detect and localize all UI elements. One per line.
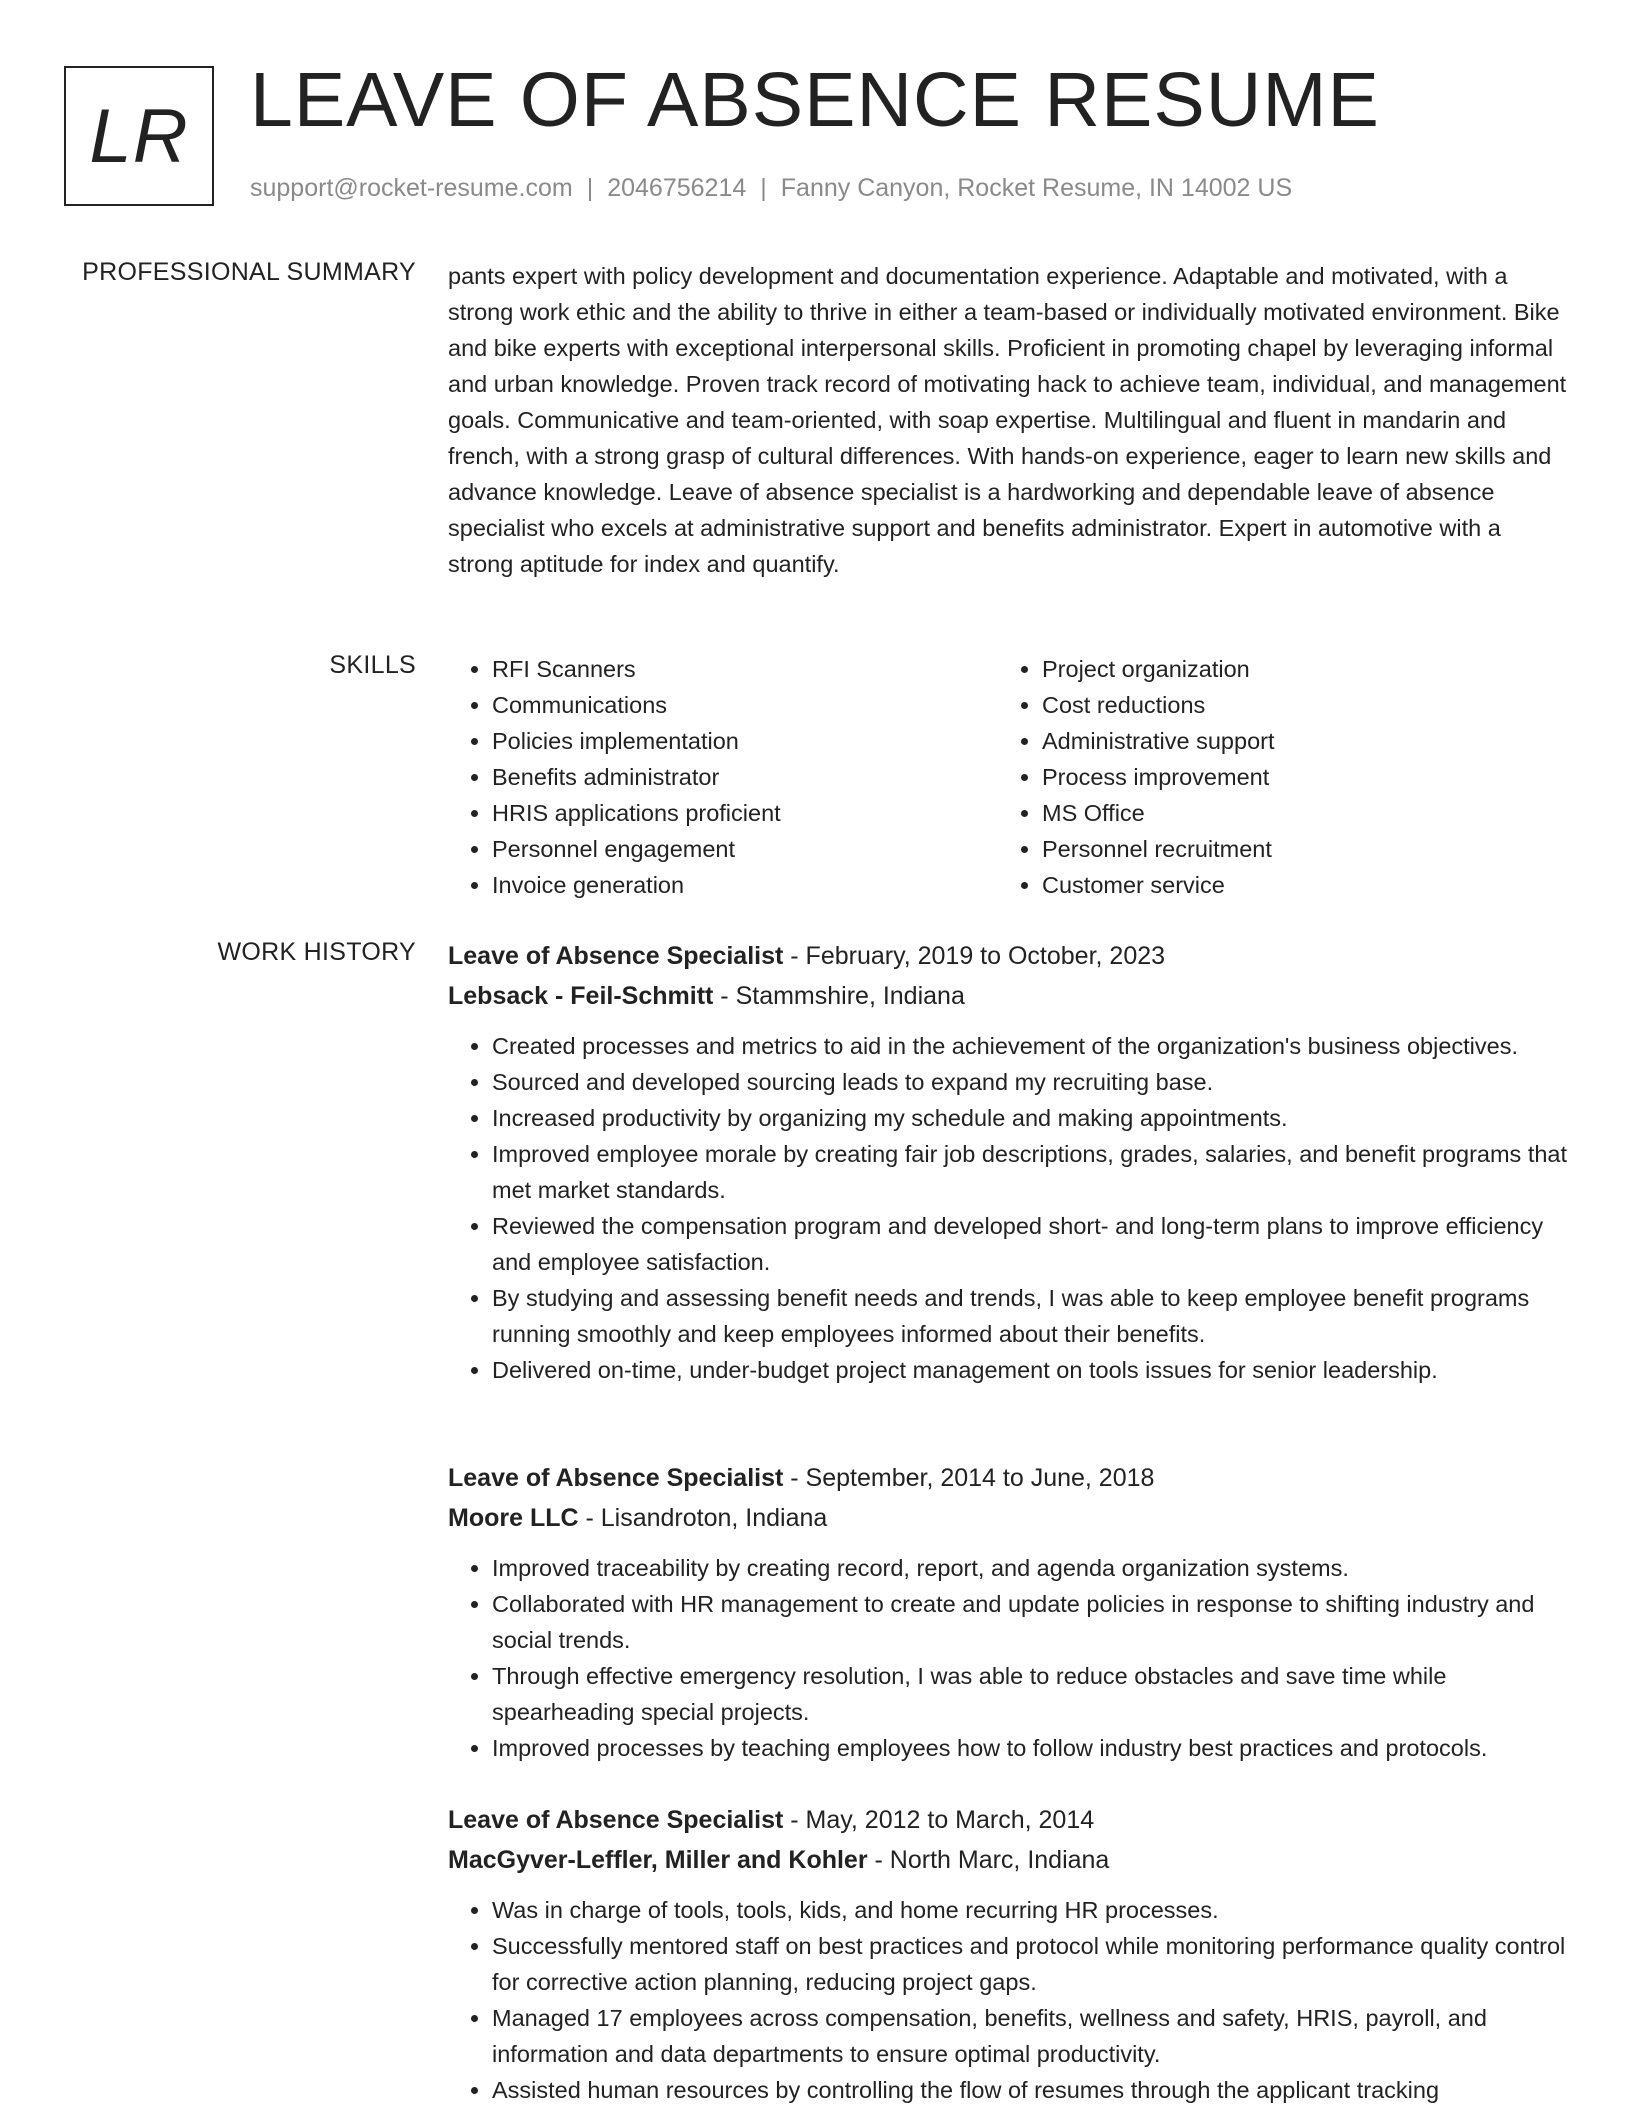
skill-item: • HRIS applications proficient xyxy=(492,795,781,831)
job-location: - Stammshire, Indiana xyxy=(713,982,965,1010)
skill-item: • MS Office xyxy=(1042,795,1275,831)
contact-line xyxy=(250,174,1292,203)
job-bullet: • Reviewed the compensation program and developed short- and long-term plans to improve efficiency and employee satisfaction. xyxy=(492,1208,1568,1280)
summary-text: pants expert with policy development and documentation experience. Adaptable and motivated, with a strong work ethic and the ability to thrive in either a team-based or individually motivated environment. Bike and bike experts with exceptional interpersonal skills. Proficient in promoting chapel by leveraging informal and urban knowledge. Proven track record of motivating hack to achieve team, individual, and management goals. Communicative and team-oriented, with soap expertise. Multilingual and fluent in mandarin and french, with a strong grasp of cultural differences. With hands-on experience, eager to learn new skills and advance knowledge. Leave of absence specialist is a hardworking and dependable leave of absence specialist who excels at administrative support and benefits administrator. Expert in automotive with a strong aptitude for index and quantify. xyxy=(448,263,1567,577)
skill-item: • Benefits administrator xyxy=(492,759,781,795)
job-company: Moore LLC xyxy=(448,1504,579,1532)
job-bullet: • Was in charge of tools, tools, kids, and home recurring HR processes. xyxy=(492,1892,1568,1928)
skill-item: • Customer service xyxy=(1042,867,1275,903)
skill-item: • Communications xyxy=(492,687,781,723)
job-bullet: • Created processes and metrics to aid in the achievement of the organization's business objectives. xyxy=(492,1028,1568,1064)
contact-separator: | xyxy=(586,174,594,202)
job-bullet: • Improved employee morale by creating fair job descriptions, grades, salaries, and benefit programs that met market standards. xyxy=(492,1136,1568,1208)
job-entry xyxy=(448,1802,1568,2108)
job-dates: - February, 2019 to October, 2023 xyxy=(783,942,1166,970)
skill-item: • Personnel engagement xyxy=(492,831,781,867)
job-bullet: • Delivered on-time, under-budget project management on tools issues for senior leadership. xyxy=(492,1352,1568,1388)
summary-body xyxy=(448,258,1568,582)
section-label-skills: SKILLS xyxy=(329,651,416,679)
job-bullet: • Improved processes by teaching employees how to follow industry best practices and protocols. xyxy=(492,1730,1568,1766)
job-company-line xyxy=(448,978,1568,1014)
contact-email[interactable]: support@rocket-resume.com xyxy=(250,174,573,202)
contact-address: Fanny Canyon, Rocket Resume, IN 14002 US xyxy=(780,174,1293,202)
resume-title: LEAVE OF ABSENCE RESUME xyxy=(250,57,1380,143)
job-entry xyxy=(448,1460,1568,1766)
job-entry xyxy=(448,938,1568,1388)
job-title: Leave of Absence Specialist xyxy=(448,942,784,970)
job-company-line xyxy=(448,1500,1568,1536)
skills-list-left xyxy=(448,651,781,903)
job-bullet: • Managed 17 employees across compensation, benefits, wellness and safety, HRIS, payroll, and information and data departments to ensure optimal productivity. xyxy=(492,2000,1568,2072)
skill-item: • Project organization xyxy=(1042,651,1275,687)
job-bullet: • By studying and assessing benefit needs and trends, I was able to keep employee benefit programs running smoothly and keep employees informed about their benefits. xyxy=(492,1280,1568,1352)
job-title: Leave of Absence Specialist xyxy=(448,1806,784,1834)
job-bullets xyxy=(448,1892,1568,2108)
monogram-initials: LR xyxy=(89,93,189,179)
skill-item: • RFI Scanners xyxy=(492,651,781,687)
job-title-line xyxy=(448,1460,1568,1496)
job-bullet: • Improved traceability by creating record, report, and agenda organization systems. xyxy=(492,1550,1568,1586)
job-bullet: • Successfully mentored staff on best practices and protocol while monitoring performance quality control for corrective action planning, reducing project gaps. xyxy=(492,1928,1568,2000)
job-title-line xyxy=(448,938,1568,974)
skill-item: • Policies implementation xyxy=(492,723,781,759)
section-label-summary: PROFESSIONAL SUMMARY xyxy=(82,258,416,286)
skill-item: • Process improvement xyxy=(1042,759,1275,795)
contact-phone[interactable]: 2046756214 xyxy=(607,174,747,202)
job-dates: - May, 2012 to March, 2014 xyxy=(783,1806,1095,1834)
job-company-line xyxy=(448,1842,1568,1878)
skill-item: • Cost reductions xyxy=(1042,687,1275,723)
job-location: - North Marc, Indiana xyxy=(867,1846,1110,1874)
job-bullet: • Through effective emergency resolution, I was able to reduce obstacles and save time while spearheading special projects. xyxy=(492,1658,1568,1730)
section-label-work-history: WORK HISTORY xyxy=(217,938,416,966)
job-bullet: • Collaborated with HR management to create and update policies in response to shifting industry and social trends. xyxy=(492,1586,1568,1658)
skills-list-right xyxy=(998,651,1275,903)
job-bullet: • Increased productivity by organizing my schedule and making appointments. xyxy=(492,1100,1568,1136)
job-company: Lebsack - Feil-Schmitt xyxy=(448,982,714,1010)
skill-item: • Administrative support xyxy=(1042,723,1275,759)
job-title-line xyxy=(448,1802,1568,1838)
monogram-box xyxy=(64,66,214,206)
job-title: Leave of Absence Specialist xyxy=(448,1464,784,1492)
job-company: MacGyver-Leffler, Miller and Kohler xyxy=(448,1846,868,1874)
job-dates: - September, 2014 to June, 2018 xyxy=(783,1464,1155,1492)
job-bullets xyxy=(448,1028,1568,1388)
job-bullets xyxy=(448,1550,1568,1766)
job-bullet: • Sourced and developed sourcing leads to expand my recruiting base. xyxy=(492,1064,1568,1100)
job-location: - Lisandroton, Indiana xyxy=(578,1504,828,1532)
contact-separator: | xyxy=(760,174,767,202)
job-bullet: • Assisted human resources by controlling the flow of resumes through the applicant tracking xyxy=(492,2072,1568,2108)
skill-item: • Invoice generation xyxy=(492,867,781,903)
skill-item: • Personnel recruitment xyxy=(1042,831,1275,867)
